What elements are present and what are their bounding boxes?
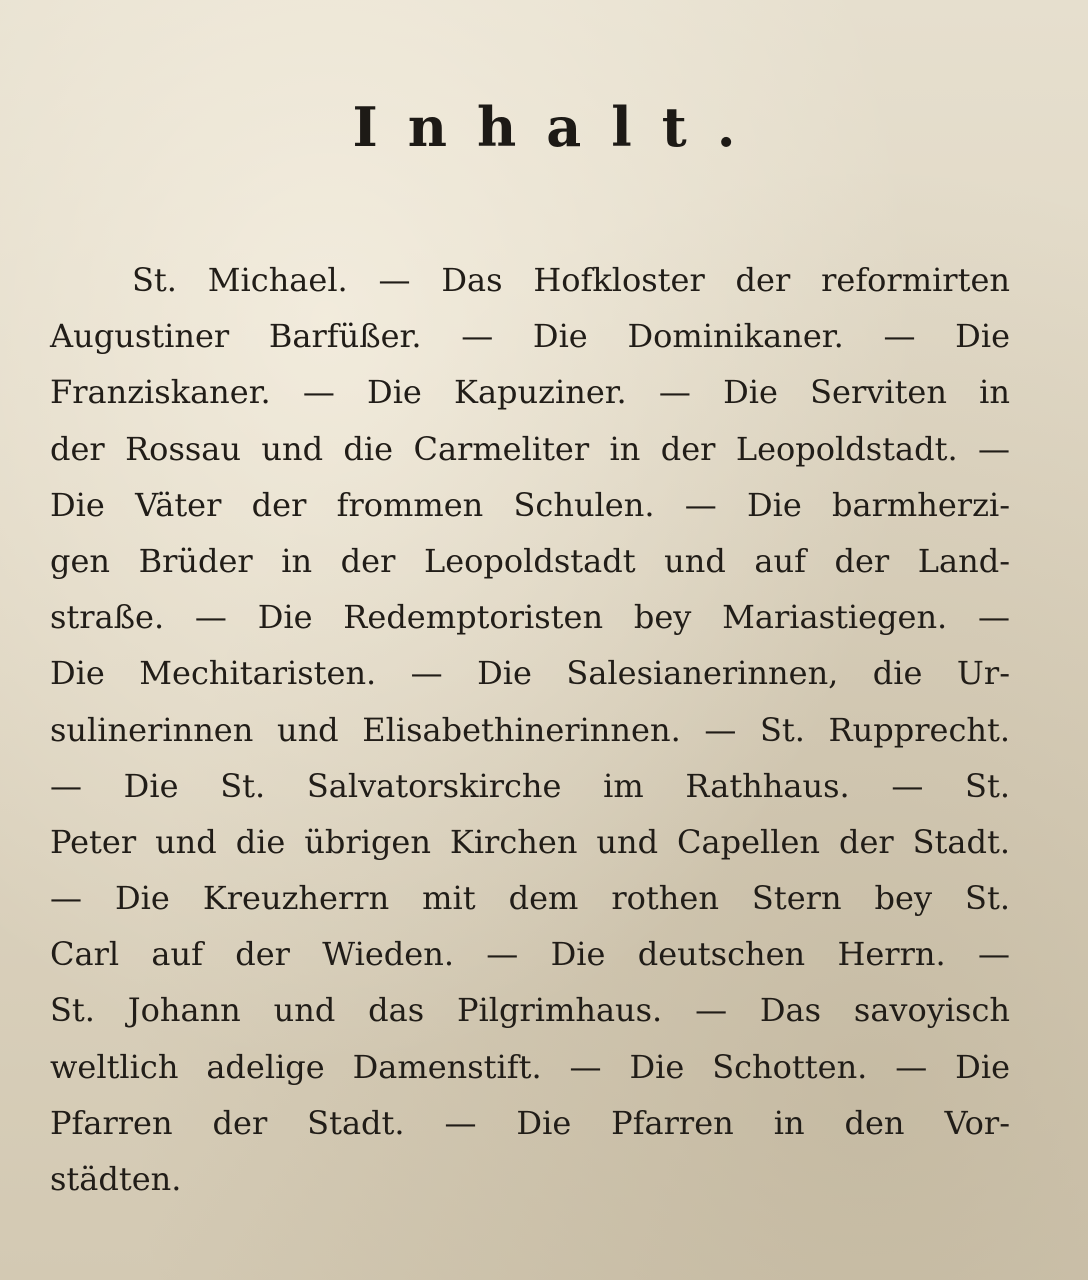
text-line: der Rossau und die Carmeliter in der Leopoldstadt. —: [50, 429, 1010, 468]
text-line: Peter und die übrigen Kirchen und Capellen der Stadt.: [50, 822, 1010, 861]
text-line: straße. — Die Redemptoristen bey Mariastiegen. —: [50, 598, 1010, 637]
text-line: St. Michael. — Das Hofkloster der reformirten: [132, 261, 1010, 299]
text-line: St. Johann und das Pilgrimhaus. — Das savoyisch: [50, 991, 1010, 1030]
text-line: Augustiner Barfüßer. — Die Dominikaner. — Die: [50, 317, 1010, 356]
text-line: Die Mechitaristen. — Die Salesianerinnen, die Ur-: [50, 654, 1010, 693]
page-title: Inhalt.: [352, 95, 766, 159]
text-line: — Die St. Salvatorskirche im Rathhaus. — St.: [50, 766, 1010, 805]
text-line: weltlich adelige Damenstift. — Die Schotten. — Die: [50, 1047, 1010, 1086]
text-line: städten.: [50, 1160, 182, 1198]
text-line: Pfarren der Stadt. — Die Pfarren in den Vor-: [50, 1103, 1010, 1142]
text-line: Carl auf der Wieden. — Die deutschen Herrn. —: [50, 935, 1010, 974]
text-line: — Die Kreuzherrn mit dem rothen Stern bey St.: [50, 879, 1010, 918]
text-line: Die Väter der frommen Schulen. — Die barmherzi-: [50, 485, 1010, 524]
text-line: Franziskaner. — Die Kapuziner. — Die Serviten in: [50, 373, 1010, 412]
text-line: sulinerinnen und Elisabethinerinnen. — St. Rupprecht.: [50, 710, 1010, 749]
text-line: gen Brüder in der Leopoldstadt und auf der Land-: [50, 541, 1010, 580]
contents-text: [50, 252, 1010, 1207]
